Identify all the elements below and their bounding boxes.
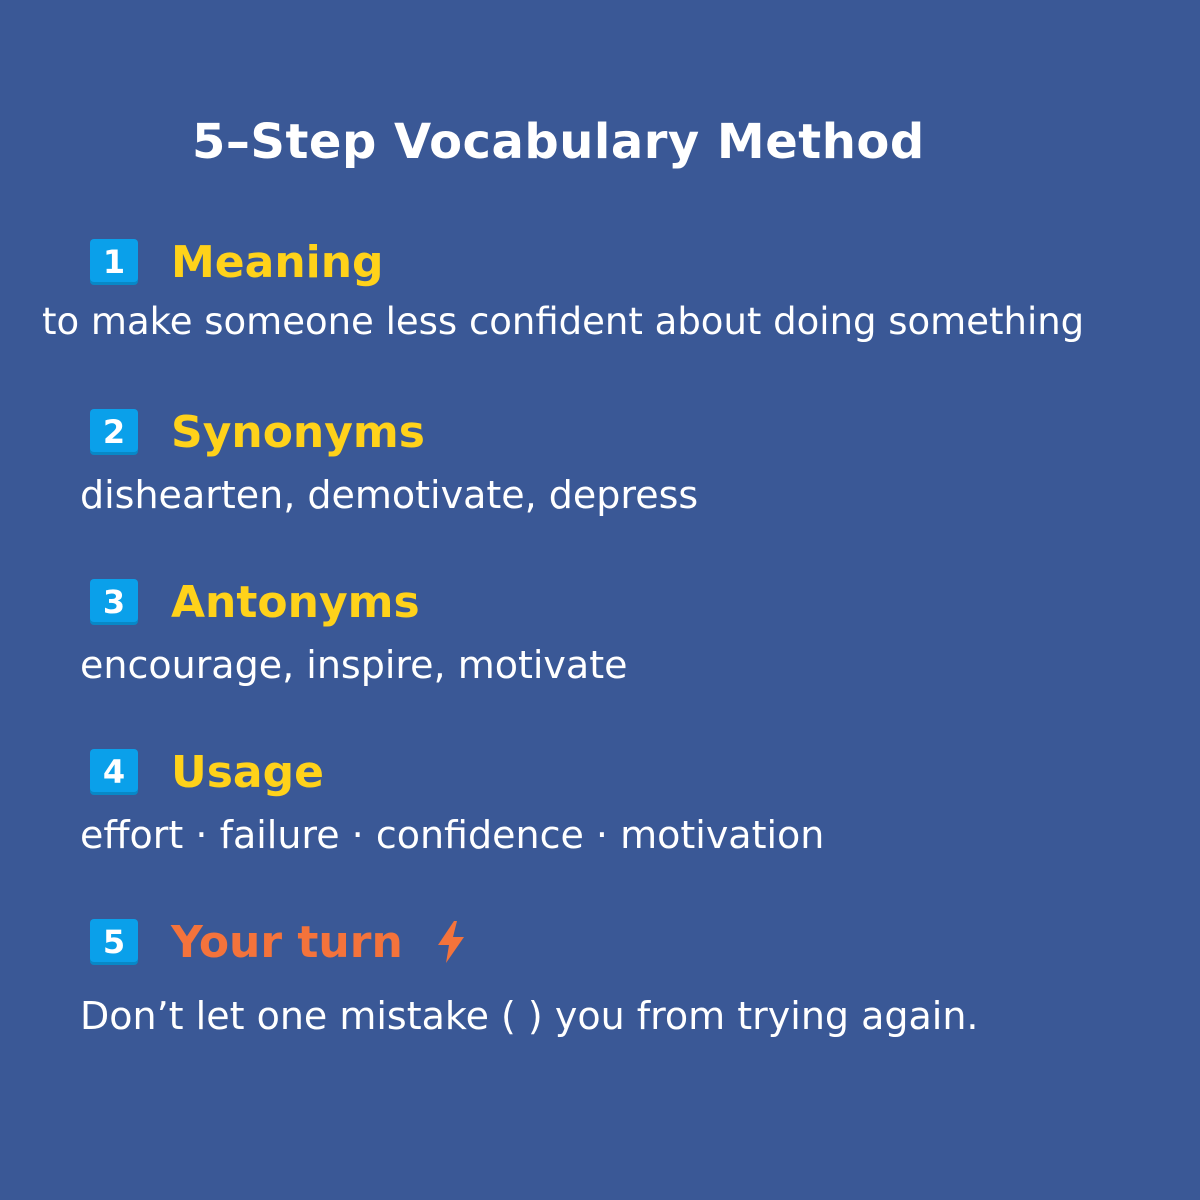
step-4-header [90,742,324,802]
step-2-number-badge: 2 [90,409,138,455]
step-3-heading: Antonyms [171,576,420,628]
step-2-header [90,402,425,462]
step-5-heading: Your turn [171,916,403,968]
step-1-heading: Meaning [171,236,384,288]
step-5-body: Don’t let one mistake ( ) you from trying again. [80,994,979,1038]
step-5-number-badge: 5 [90,919,138,965]
step-1-header [90,232,384,292]
step-4-body: effort · failure · confidence · motivation [80,813,825,857]
step-3-number-badge: 3 [90,579,138,625]
step-4-heading: Usage [171,746,324,798]
lightning-bolt-icon [435,920,467,964]
step-3-header [90,572,420,632]
step-1-number-badge: 1 [90,239,138,285]
step-1-body: to make someone less confident about doing something [42,300,1085,343]
step-3-body: encourage, inspire, motivate [80,643,628,687]
page-title: 5–Step Vocabulary Method [192,114,925,170]
step-5-header [90,912,467,972]
step-4-number-badge: 4 [90,749,138,795]
step-2-heading: Synonyms [171,406,425,458]
step-2-body: dishearten, demotivate, depress [80,473,699,517]
